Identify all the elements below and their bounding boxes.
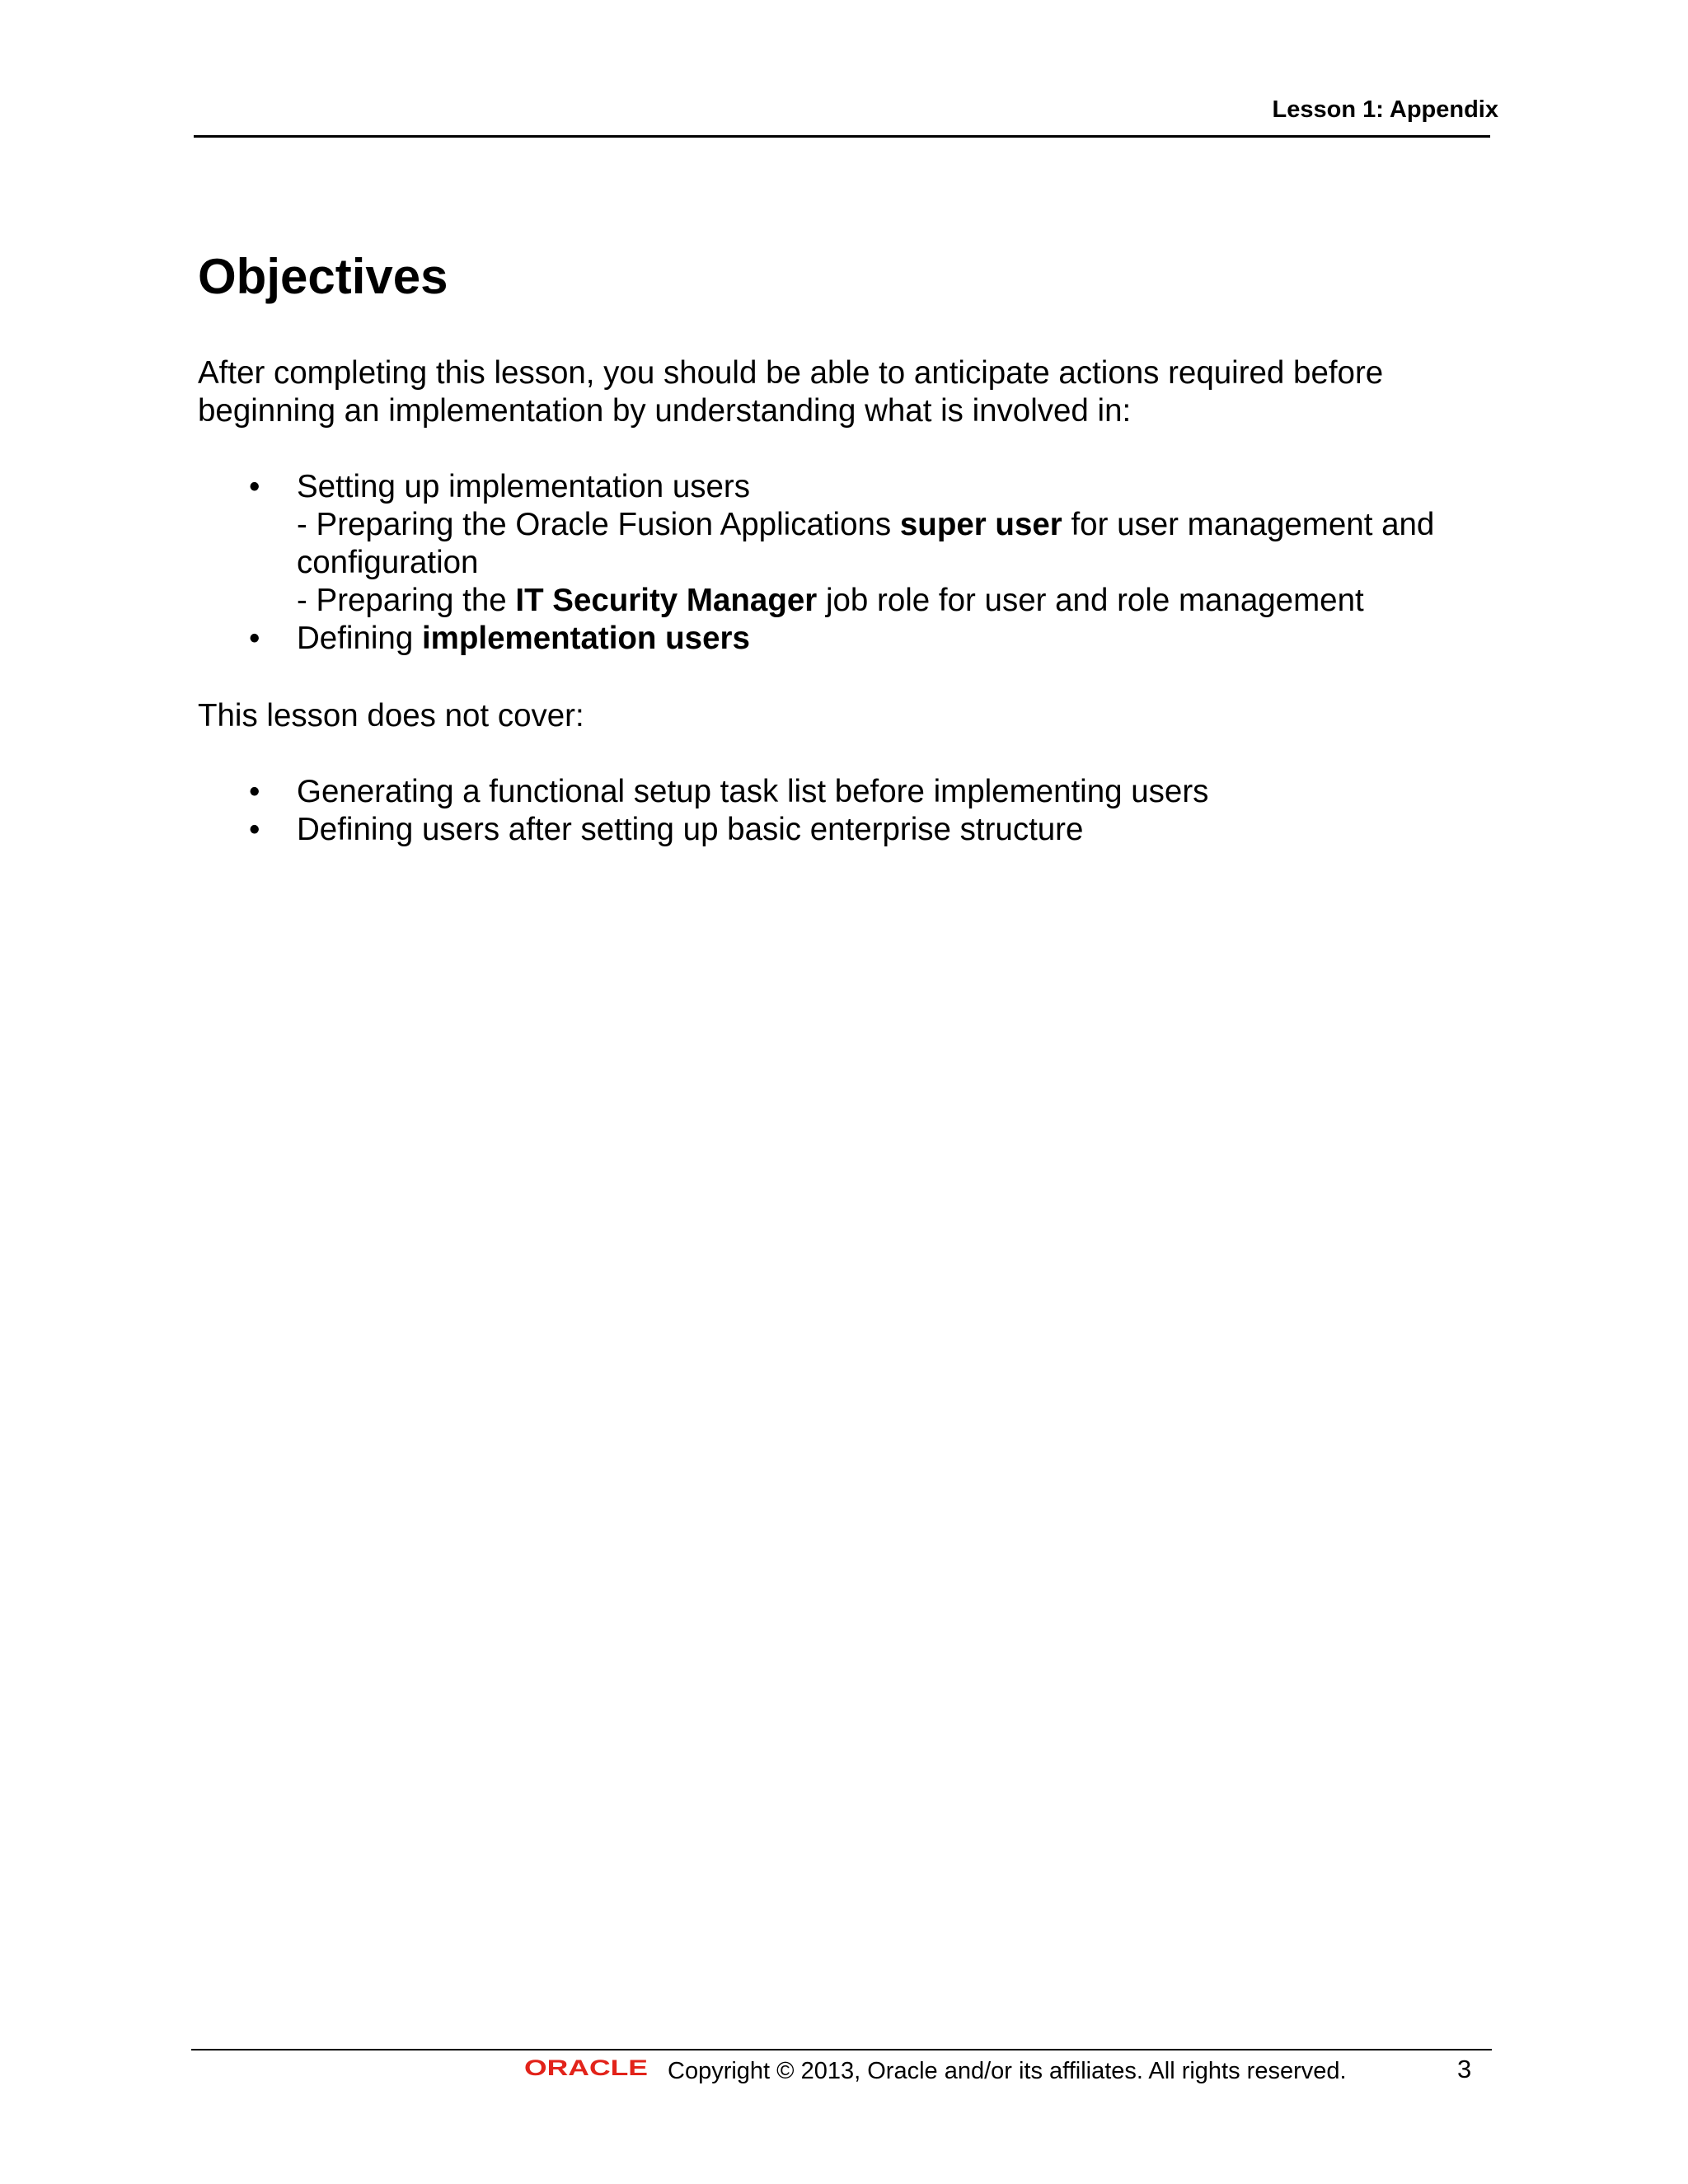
footer-divider: [191, 2049, 1492, 2050]
header-title: Lesson 1: Appendix: [1272, 96, 1498, 123]
not-covered-list: [198, 773, 1517, 849]
list-item: [198, 620, 1517, 658]
footer-copyright: Copyright © 2013, Oracle and/or its affiliates. All rights reserved.: [668, 2058, 1347, 2084]
oracle-logo: [524, 2055, 654, 2080]
bullet-icon: •: [249, 469, 260, 504]
sub-item-text: - Preparing the Oracle Fusion Applications: [297, 507, 900, 542]
list-item: [198, 811, 1517, 849]
emphasis-text: super user: [899, 507, 1062, 542]
list-item: [198, 773, 1517, 811]
emphasis-text: IT Security Manager: [515, 583, 818, 618]
page-number: 3: [1457, 2055, 1472, 2083]
page-title: Objectives: [198, 249, 448, 304]
list-item-text: Defining: [297, 621, 422, 656]
list-item-text: Defining users after setting up basic enterprise structure: [297, 812, 1084, 847]
header-divider: [194, 135, 1490, 138]
svg-text:ORACLE: ORACLE: [524, 2055, 648, 2080]
list-item: [198, 468, 1517, 620]
sub-item-text: for user management and configuration: [297, 507, 1435, 580]
sub-item-super-user: [297, 506, 1517, 582]
bullet-icon: •: [249, 774, 260, 809]
sub-item-security-manager: [297, 582, 1517, 620]
not-covered-intro: This lesson does not cover:: [198, 698, 584, 733]
bullet-icon: •: [249, 812, 260, 847]
bullet-icon: •: [249, 621, 260, 656]
sub-item-text: - Preparing the: [297, 583, 516, 618]
emphasis-text: implementation users: [421, 621, 750, 656]
intro-paragraph: After completing this lesson, you should be able to anticipate actions required before beginning an implementation by understanding what is involved in:: [198, 355, 1384, 429]
sub-item-text: job role for user and role management: [817, 583, 1364, 618]
list-item-label: Setting up implementation users: [297, 469, 750, 504]
list-item-text: Generating a functional setup task list before implementing users: [297, 774, 1209, 809]
objectives-list: [198, 468, 1517, 658]
